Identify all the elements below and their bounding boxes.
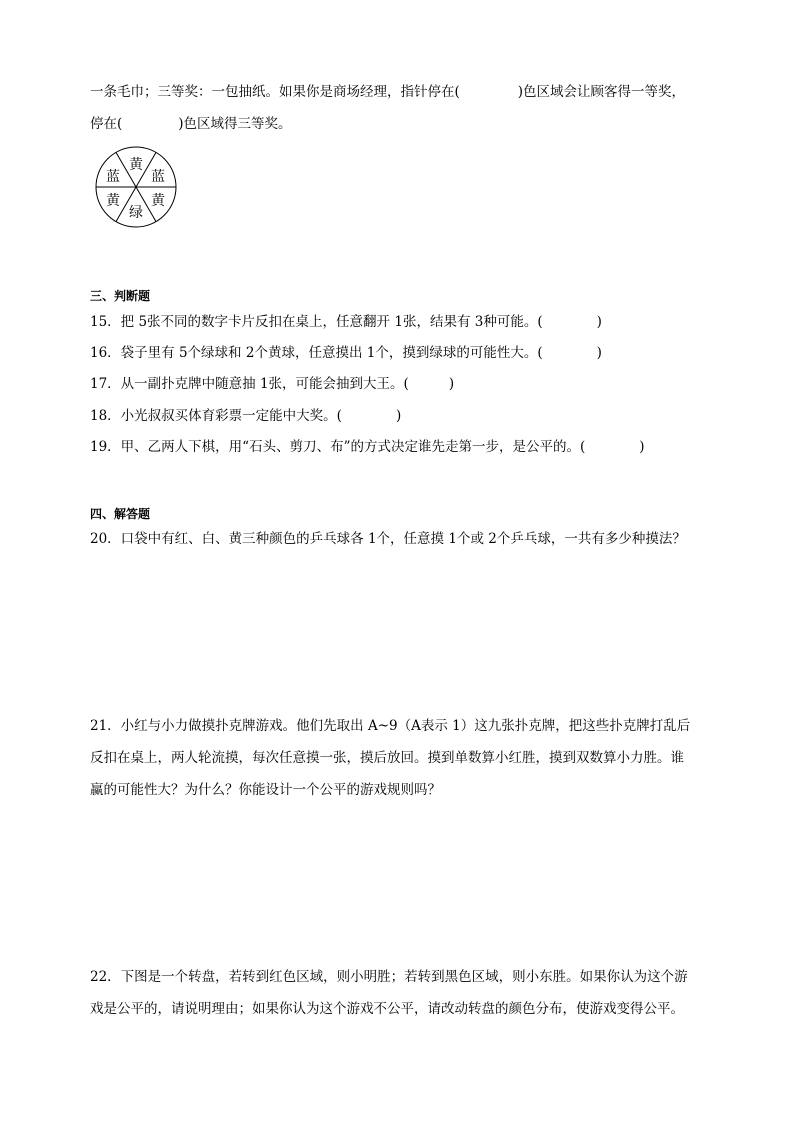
- question-text: 15．把 5张不同的数字卡片反扣在桌上，任意翻开 1张，结果有 3种可能。(: [90, 314, 543, 330]
- spinner-sector-label: 黄: [151, 193, 165, 209]
- question-22-line-1: 22．下图是一个转盘，若转到红色区域，则小明胜；若转到黑色区域，则小东胜。如果你认为这个游: [90, 969, 688, 985]
- spinner-sector-label: 蓝: [106, 169, 120, 185]
- spinner-diagram: [94, 145, 184, 235]
- intro-text: )色区域会让顾客得一等奖，: [517, 84, 686, 100]
- section-title: 四、解答题: [90, 507, 151, 521]
- intro-text: )色区域得三等奖。: [178, 116, 292, 132]
- paren-close: ): [395, 408, 402, 424]
- spinner-sector-label: 黄: [106, 193, 120, 209]
- paren-close: ): [639, 439, 645, 455]
- question-21-line-1: 21．小红与小力做摸扑克牌游戏。他们先取出 A~9（A表示 1）这九张扑克牌，把这些扑克牌打乱后: [90, 718, 691, 734]
- question-20: 20．口袋中有红、白、黄三种颜色的乒乓球各 1个，任意摸 1个或 2个乒乓球，一共有多少种摸法？: [90, 531, 686, 547]
- question-22-line-2: 戏是公平的，请说明理由；如果你认为这个游戏不公平，请改动转盘的颜色分布，使游戏变得公平。: [90, 1001, 684, 1017]
- question-15: [90, 312, 602, 332]
- paren-close: ): [596, 345, 602, 361]
- question-text: 16．袋子里有 5个绿球和 2个黄球，任意摸出 1个，摸到绿球的可能性大。(: [90, 345, 543, 361]
- question-16: [90, 343, 602, 363]
- question-text: 19．甲、乙两人下棋，用“石头、剪刀、布”的方式决定谁先走第一步，是公平的。(: [90, 439, 586, 455]
- section-title: 三、判断题: [90, 289, 151, 303]
- question-text: 18．小光叔叔买体育彩票一定能中大奖。(: [90, 408, 342, 424]
- intro-line-1: [90, 82, 685, 102]
- intro-line-2: [90, 114, 292, 134]
- question-19: [90, 437, 645, 457]
- question-17: [90, 374, 454, 394]
- paren-close: ): [596, 314, 602, 330]
- question-21-line-3: 赢的可能性大？为什么？你能设计一个公平的游戏规则吗？: [90, 782, 441, 798]
- intro-text: 停在(: [90, 116, 123, 132]
- intro-text: 一条毛巾；三等奖：一包抽纸。如果你是商场经理，指针停在(: [90, 84, 460, 100]
- question-text: 17．从一副扑克牌中随意抽 1张，可能会抽到大王。(: [90, 376, 409, 392]
- spinner-sector-label: 蓝: [151, 169, 165, 185]
- spinner-sector-label: 黄: [129, 157, 143, 173]
- question-21-line-2: 反扣在桌上，两人轮流摸，每次任意摸一张，摸后放回。摸到单数算小红胜，摸到双数算小力胜。谁: [90, 750, 684, 766]
- paren-close: ): [448, 376, 455, 392]
- spinner-sector-label: 绿: [129, 205, 143, 221]
- question-18: [90, 406, 401, 426]
